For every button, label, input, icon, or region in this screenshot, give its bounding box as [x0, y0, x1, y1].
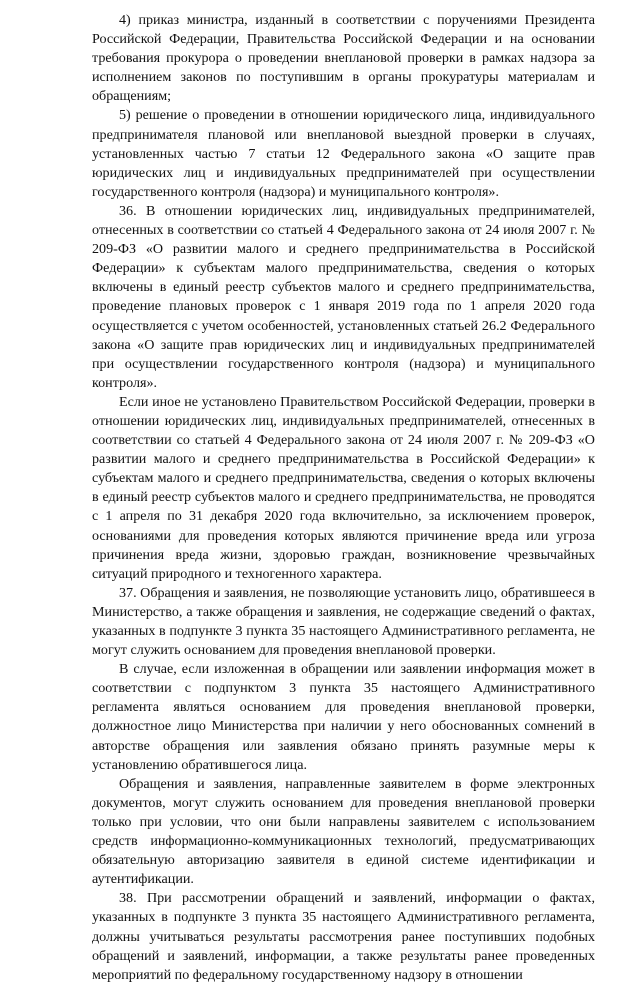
- paragraph-item-5: 5) решение о проведении в отношении юридического лица, индивидуального предпринимателя плановой или внеплановой выездной проверки в случаях, установленных частью 7 статьи 12 Федерального закона «О защите прав юридических лиц и индивидуальных предпринимателей при осуществлении государственного контроля (надзора) и муниципального контроля».: [92, 107, 595, 200]
- paragraph-item-4: 4) приказ министра, изданный в соответствии с поручениями Президента Российской Федерации, Правительства Российской Федерации и на основании требования прокурора о проведении внеплановой проверки в рамках надзора за исполнением законов по поступившим в органы прокуратуры материалам и обращениям;: [92, 12, 595, 105]
- paragraph-37: 37. Обращения и заявления, не позволяющие установить лицо, обратившееся в Министерство, а также обращения и заявления, не содержащие сведений о фактах, указанных в подпункте 3 пункта 35 настоящего Административного регламента, не могут служить основанием для проведения внеплановой проверки.: [92, 584, 595, 659]
- paragraph-36: 36. В отношении юридических лиц, индивидуальных предпринимателей, отнесенных в соответствии со статьей 4 Федерального закона от 24 июля 2007 г. № 209-ФЗ «О развитии малого и среднего предпринимательства в Российской Федерации» к субъектам малого предпринимательства, сведения о которых включены в единый реестр субъектов малого и среднего предпринимательства, проведение плановых проверок с 1 января 2019 года по 1 апреля 2020 года осуществляется с учетом особенностей, установленных статьей 26.2 Федерального закона «О защите прав юридических лиц и индивидуальных предпринимателей при осуществлении государственного контроля (надзора) и муниципального контроля».: [92, 202, 595, 391]
- document-page: [92, 11, 595, 985]
- paragraph-37-case: В случае, если изложенная в обращении или заявлении информация может в соответствии с подпунктом 3 пункта 35 настоящего Административного регламента являться основанием для проведения внеплановой проверки, должностное лицо Министерства при наличии у него обоснованных сомнений в авторстве обращения или заявления обязано принять разумные меры к установлению обратившегося лица.: [92, 661, 595, 773]
- paragraph-37-electronic: Обращения и заявления, направленные заявителем в форме электронных документов, могут служить основанием для проведения внеплановой проверки только при условии, что они были направлены заявителем с использованием средств информационно-коммуникационных технологий, предусматривающих обязательную авторизацию заявителя в единой системе идентификации и аутентификации.: [92, 775, 595, 888]
- paragraph-36-continuation: Если иное не установлено Правительством Российской Федерации, проверки в отношении юридических лиц, индивидуальных предпринимателей, отнесенных в соответствии со статьей 4 Федерального закона от 24 июля 2007 г. № 209-ФЗ «О развитии малого и среднего предпринимательства в Российской Федерации» к субъектам малого и среднего предпринимательства, сведения о которых включены в единый реестр субъектов малого и среднего предпринимательства, не проводятся с 1 апреля по 31 декабря 2020 года включительно, за исключением проверок, основаниями для проведения которых являются причинение вреда или угроза причинения вреда жизни, здоровью граждан, возникновение чрезвычайных ситуаций природного и техногенного характера.: [92, 393, 595, 582]
- paragraph-38: 38. При рассмотрении обращений и заявлений, информации о фактах, указанных в подпункте 3 пункта 35 настоящего Административного регламента, должны учитываться результаты рассмотрения ранее поступивших подобных обращений и заявлений, информации, а также результаты ранее проведенных мероприятий по федеральному государственному надзору в отношении: [92, 890, 595, 983]
